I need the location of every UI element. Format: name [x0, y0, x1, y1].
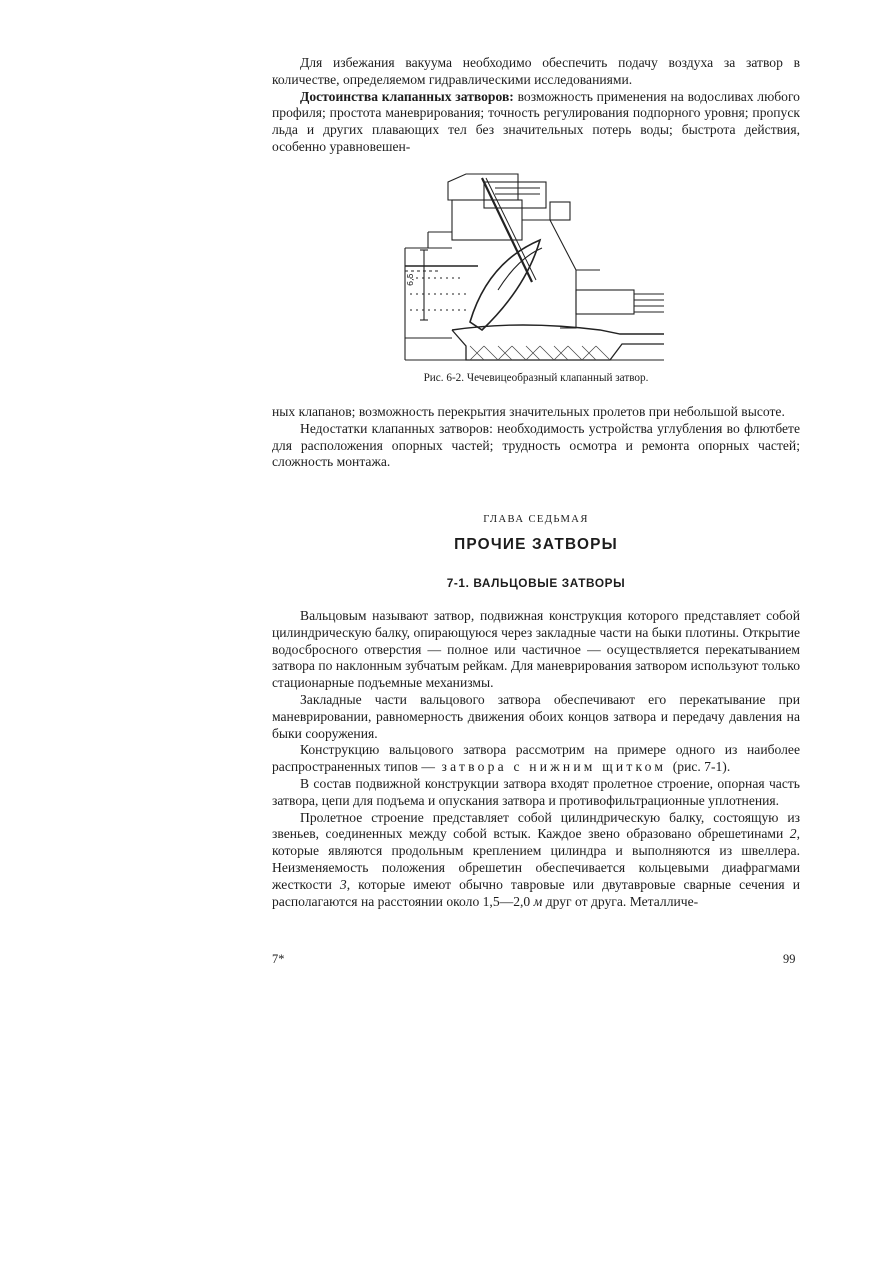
p5-text-b: , которые являются продольным креплением цилиндра и выполняются из швеллера. Неизменяемость положения обрешетин обеспечивается кольцевыми диафрагмами жесткости	[272, 826, 800, 892]
lens-gate	[470, 240, 540, 330]
body-text-block	[272, 608, 800, 910]
body-paragraph-5	[272, 810, 800, 911]
p3-ref: (рис. 7-1).	[672, 759, 731, 775]
body-paragraph-3	[272, 742, 800, 776]
advantages-lead: Достоинства клапанных затворов:	[300, 88, 514, 104]
advantages-text: возможность применения на водосливах любого профиля; простота маневрирования; точность регулирования подпорного уровня; пропуск льда и других плавающих тел без значительных потерь воды; быстрота действия, особенно уравновешен-	[272, 88, 800, 154]
hoist-house	[484, 182, 546, 208]
gate-figure	[400, 170, 670, 368]
top-text-block	[272, 55, 800, 156]
p5-ref-2: 2	[789, 826, 797, 842]
chapter-title: ПРОЧИЕ ЗАТВОРЫ	[454, 536, 618, 553]
dimension-label: 6,5	[406, 273, 415, 286]
post-figure-block	[272, 404, 800, 471]
chapter-label: ГЛАВА СЕДЬМАЯ	[483, 514, 589, 525]
section-title: 7-1. ВАЛЬЦОВЫЕ ЗАТВОРЫ	[446, 576, 626, 590]
body-paragraph-4: В состав подвижной конструкции затвора входят пролетное строение, опорная часть затвора, цепи для подъема и опускания затвора и противофильтрационные уплотнения.	[272, 775, 800, 808]
figure-caption: Рис. 6-2. Чечевицеобразный клапанный затвор.	[423, 372, 649, 384]
advantages-paragraph	[272, 89, 800, 156]
p5-text-a: Пролетное строение представляет собой цилиндрическую балку, состоящую из звеньев, соединенных между собой встык. Каждое звено образовано обрешетинами	[272, 809, 800, 842]
pier-upper	[452, 200, 522, 240]
page-number: 99	[783, 952, 796, 966]
p5-text-c: , которые имеют обычно тавровые или двутавровые сварные сечения и располагаются на расстоянии около 1,5—2,0	[272, 876, 800, 909]
body-paragraph-1: Вальцовым называют затвор, подвижная конструкция которого представляет собой цилиндрическую балку, опирающуюся через закладные части на быки плотины. Открытие водосбросного отверстия — полное или частичное — осуществляется перекатыванием затвора по наклонным зубчатым рейкам. Для маневрирования затвором используют только стационарные подъемные механизмы.	[272, 608, 800, 691]
p5-unit: м	[533, 893, 543, 909]
advantages-continuation: ных клапанов; возможность перекрытия значительных пролетов при небольшой высоте.	[272, 404, 785, 419]
p5-ref-3: 3	[339, 876, 347, 892]
signature-mark: 7*	[272, 952, 285, 966]
p5-text-d: друг от друга. Металличе-	[542, 893, 699, 909]
p3-text: Конструкцию вальцового затвора рассмотрим на примере одного из наиболее распространенных типов —	[272, 742, 800, 775]
p3-spaced-term: затвора с нижним щитком	[434, 759, 673, 775]
disadvantages-paragraph: Недостатки клапанных затворов: необходимость устройства углубления во флютбете для расположения опорных частей; трудность осмотра и ремонта опорных частей; сложность монтажа.	[272, 420, 800, 470]
vacuum-paragraph: Для избежания вакуума необходимо обеспечить подачу воздуха за затвор в количестве, определяемом гидравлическими исследованиями.	[272, 55, 800, 87]
body-paragraph-2: Закладные части вальцового затвора обеспечивают его перекатывание при маневрировании, равномерность движения обоих концов затвора и передачу давления на быки сооружения.	[272, 691, 800, 741]
